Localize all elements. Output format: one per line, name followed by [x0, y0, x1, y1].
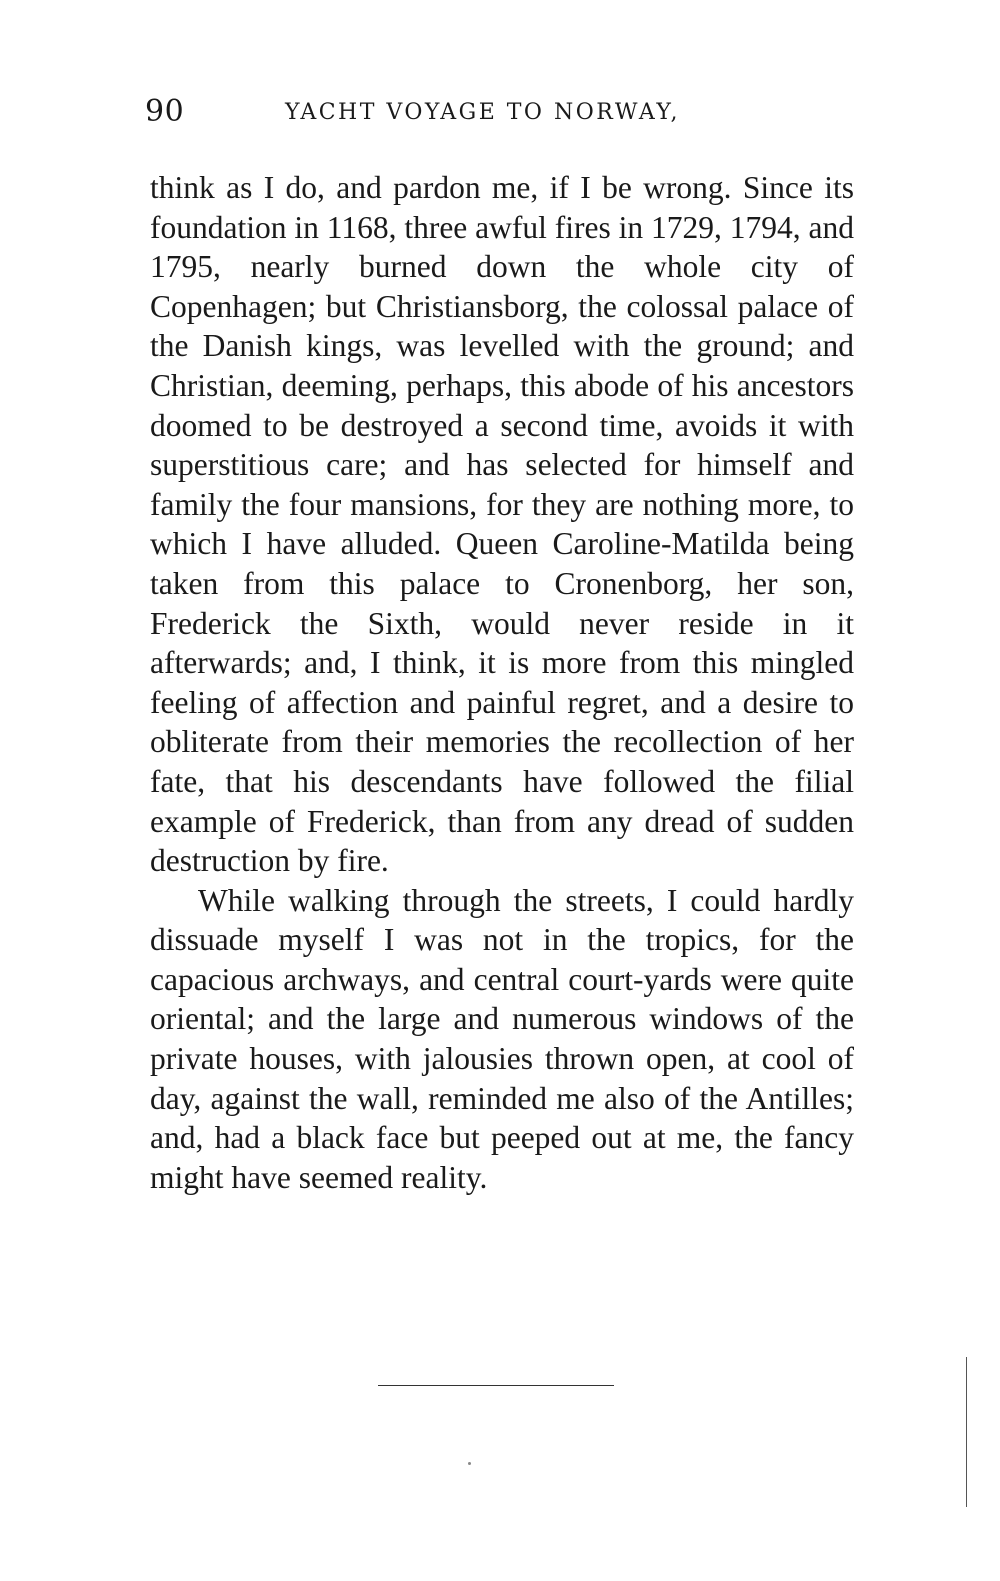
- page-number: 90: [145, 94, 185, 129]
- paragraph-1: think as I do, and pardon me, if I be wrong. Since its foundation in 1168, three awful fires in 1729, 1794, and 1795, nearly burned down the whole city of Copenhagen; but Christiansborg, the colossal palace of the Danish kings, was levelled with the ground; and Christian, deeming, perhaps, this abode of his ancestors doomed to be destroyed a second time, avoids it with superstitious care; and has selected for himself and family the four mansions, for they are nothing more, to which I have alluded. Queen Caroline-Matilda being taken from this palace to Cronenborg, her son, Frederick the Sixth, would never reside in it afterwards; and, I think, it is more from this mingled feeling of affection and painful regret, and a desire to obliterate from their memories the recollection of her fate, that his descendants have followed the filial example of Frederick, than from any dread of sudden destruction by fire.: [150, 170, 854, 879]
- scan-margin-mark: [966, 1357, 967, 1507]
- paragraph-2: While walking through the streets, I could hardly dissuade myself I was not in the tropics, for the capacious archways, and central court-yards were quite oriental; and the large and numerous windows of the private houses, with jalousies thrown open, at cool of day, against the wall, reminded me also of the Antilles; and, had a black face but peeped out at me, the fancy might have seemed reality.: [150, 882, 854, 1195]
- scan-speck: [468, 1462, 471, 1465]
- body-text: [150, 168, 854, 1197]
- running-head: [145, 94, 865, 134]
- section-end-rule: [378, 1385, 614, 1386]
- running-title: YACHT VOYAGE TO NORWAY,: [285, 100, 681, 125]
